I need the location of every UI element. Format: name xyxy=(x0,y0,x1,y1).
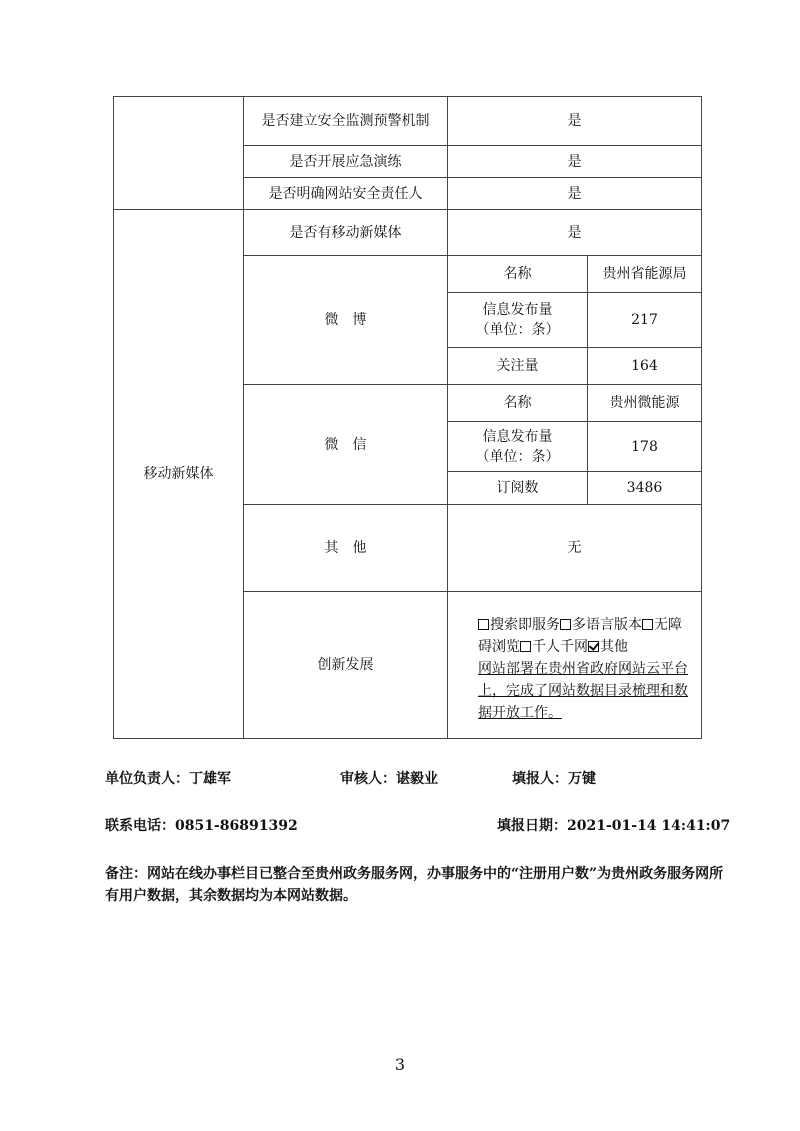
option-multilanguage xyxy=(560,617,642,633)
innovation-label: 创新发展 xyxy=(244,592,448,739)
checkbox-checked-icon xyxy=(588,641,599,652)
option-search-service xyxy=(478,617,560,633)
option-label: 其他 xyxy=(600,639,628,655)
wechat-posts-value: 178 xyxy=(588,422,702,472)
wechat-subscribers-value: 3486 xyxy=(588,472,702,505)
checkbox-unchecked-icon xyxy=(560,619,571,630)
remark-note: 备注：网站在线办事栏目已整合至贵州政务服务网，办事服务中的“注册用户数”为贵州政务服务网所有用户数据，其余数据均为本网站数据。 xyxy=(105,866,724,904)
reviewer xyxy=(340,768,438,788)
phone xyxy=(105,815,298,835)
weibo-name-value: 贵州省能源局 xyxy=(588,256,702,293)
wechat-posts-label-text: 信息发布量（单位：条） xyxy=(475,428,560,465)
filler-label: 填报人： xyxy=(512,771,568,787)
weibo-name-label: 名称 xyxy=(448,256,588,293)
option-label: 搜索即服务 xyxy=(490,617,560,633)
other-media-label: 其 他 xyxy=(244,505,448,592)
date-label: 填报日期： xyxy=(497,818,567,834)
checkbox-unchecked-icon xyxy=(642,619,653,630)
monitoring-value: 是 xyxy=(448,97,702,146)
wechat-name-label: 名称 xyxy=(448,385,588,422)
weibo-posts-value: 217 xyxy=(588,293,702,348)
security-section-cell xyxy=(114,97,244,210)
unit-head xyxy=(105,768,231,788)
report-table xyxy=(113,96,702,739)
checkbox-unchecked-icon xyxy=(520,641,531,652)
weibo-posts-label xyxy=(448,293,588,348)
option-label: 无障碍浏览 xyxy=(478,617,682,655)
innovation-content xyxy=(448,592,702,739)
other-description: 网站部署在贵州省政府网站云平台上，完成了网站数据目录梳理和数据开放工作。 xyxy=(478,661,688,721)
checkbox-unchecked-icon xyxy=(478,619,489,630)
responsible-value: 是 xyxy=(448,178,702,210)
wechat-label: 微 信 xyxy=(244,385,448,505)
phone-label: 联系电话： xyxy=(105,818,175,834)
other-media-value: 无 xyxy=(448,505,702,592)
page-number: 3 xyxy=(394,1055,406,1074)
unit-head-value: 丁雄军 xyxy=(189,771,231,787)
weibo-followers-label: 关注量 xyxy=(448,348,588,385)
wechat-name-value: 贵州微能源 xyxy=(588,385,702,422)
unit-head-label: 单位负责人： xyxy=(105,771,189,787)
date-value: 2021-01-14 14:41:07 xyxy=(567,818,731,834)
filler xyxy=(512,768,596,788)
wechat-posts-label xyxy=(448,422,588,472)
weibo-posts-label-text: 信息发布量（单位：条） xyxy=(475,302,560,338)
reviewer-label: 审核人： xyxy=(340,771,396,787)
option-label: 多语言版本 xyxy=(572,617,642,633)
monitoring-label: 是否建立安全监测预警机制 xyxy=(244,97,448,146)
option-personalized xyxy=(520,639,588,655)
fill-date xyxy=(497,815,730,835)
option-other xyxy=(588,639,628,655)
phone-value: 0851-86891392 xyxy=(175,818,298,834)
option-label: 千人千网 xyxy=(532,639,588,655)
has-media-value: 是 xyxy=(448,210,702,256)
reviewer-value: 谌毅业 xyxy=(396,771,438,787)
drill-label: 是否开展应急演练 xyxy=(244,146,448,178)
weibo-label: 微 博 xyxy=(244,256,448,385)
responsible-label: 是否明确网站安全责任人 xyxy=(244,178,448,210)
has-media-label: 是否有移动新媒体 xyxy=(244,210,448,256)
filler-value: 万键 xyxy=(568,771,596,787)
drill-value: 是 xyxy=(448,146,702,178)
weibo-followers-value: 164 xyxy=(588,348,702,385)
media-section-label: 移动新媒体 xyxy=(114,210,244,739)
wechat-subscribers-label: 订阅数 xyxy=(448,472,588,505)
